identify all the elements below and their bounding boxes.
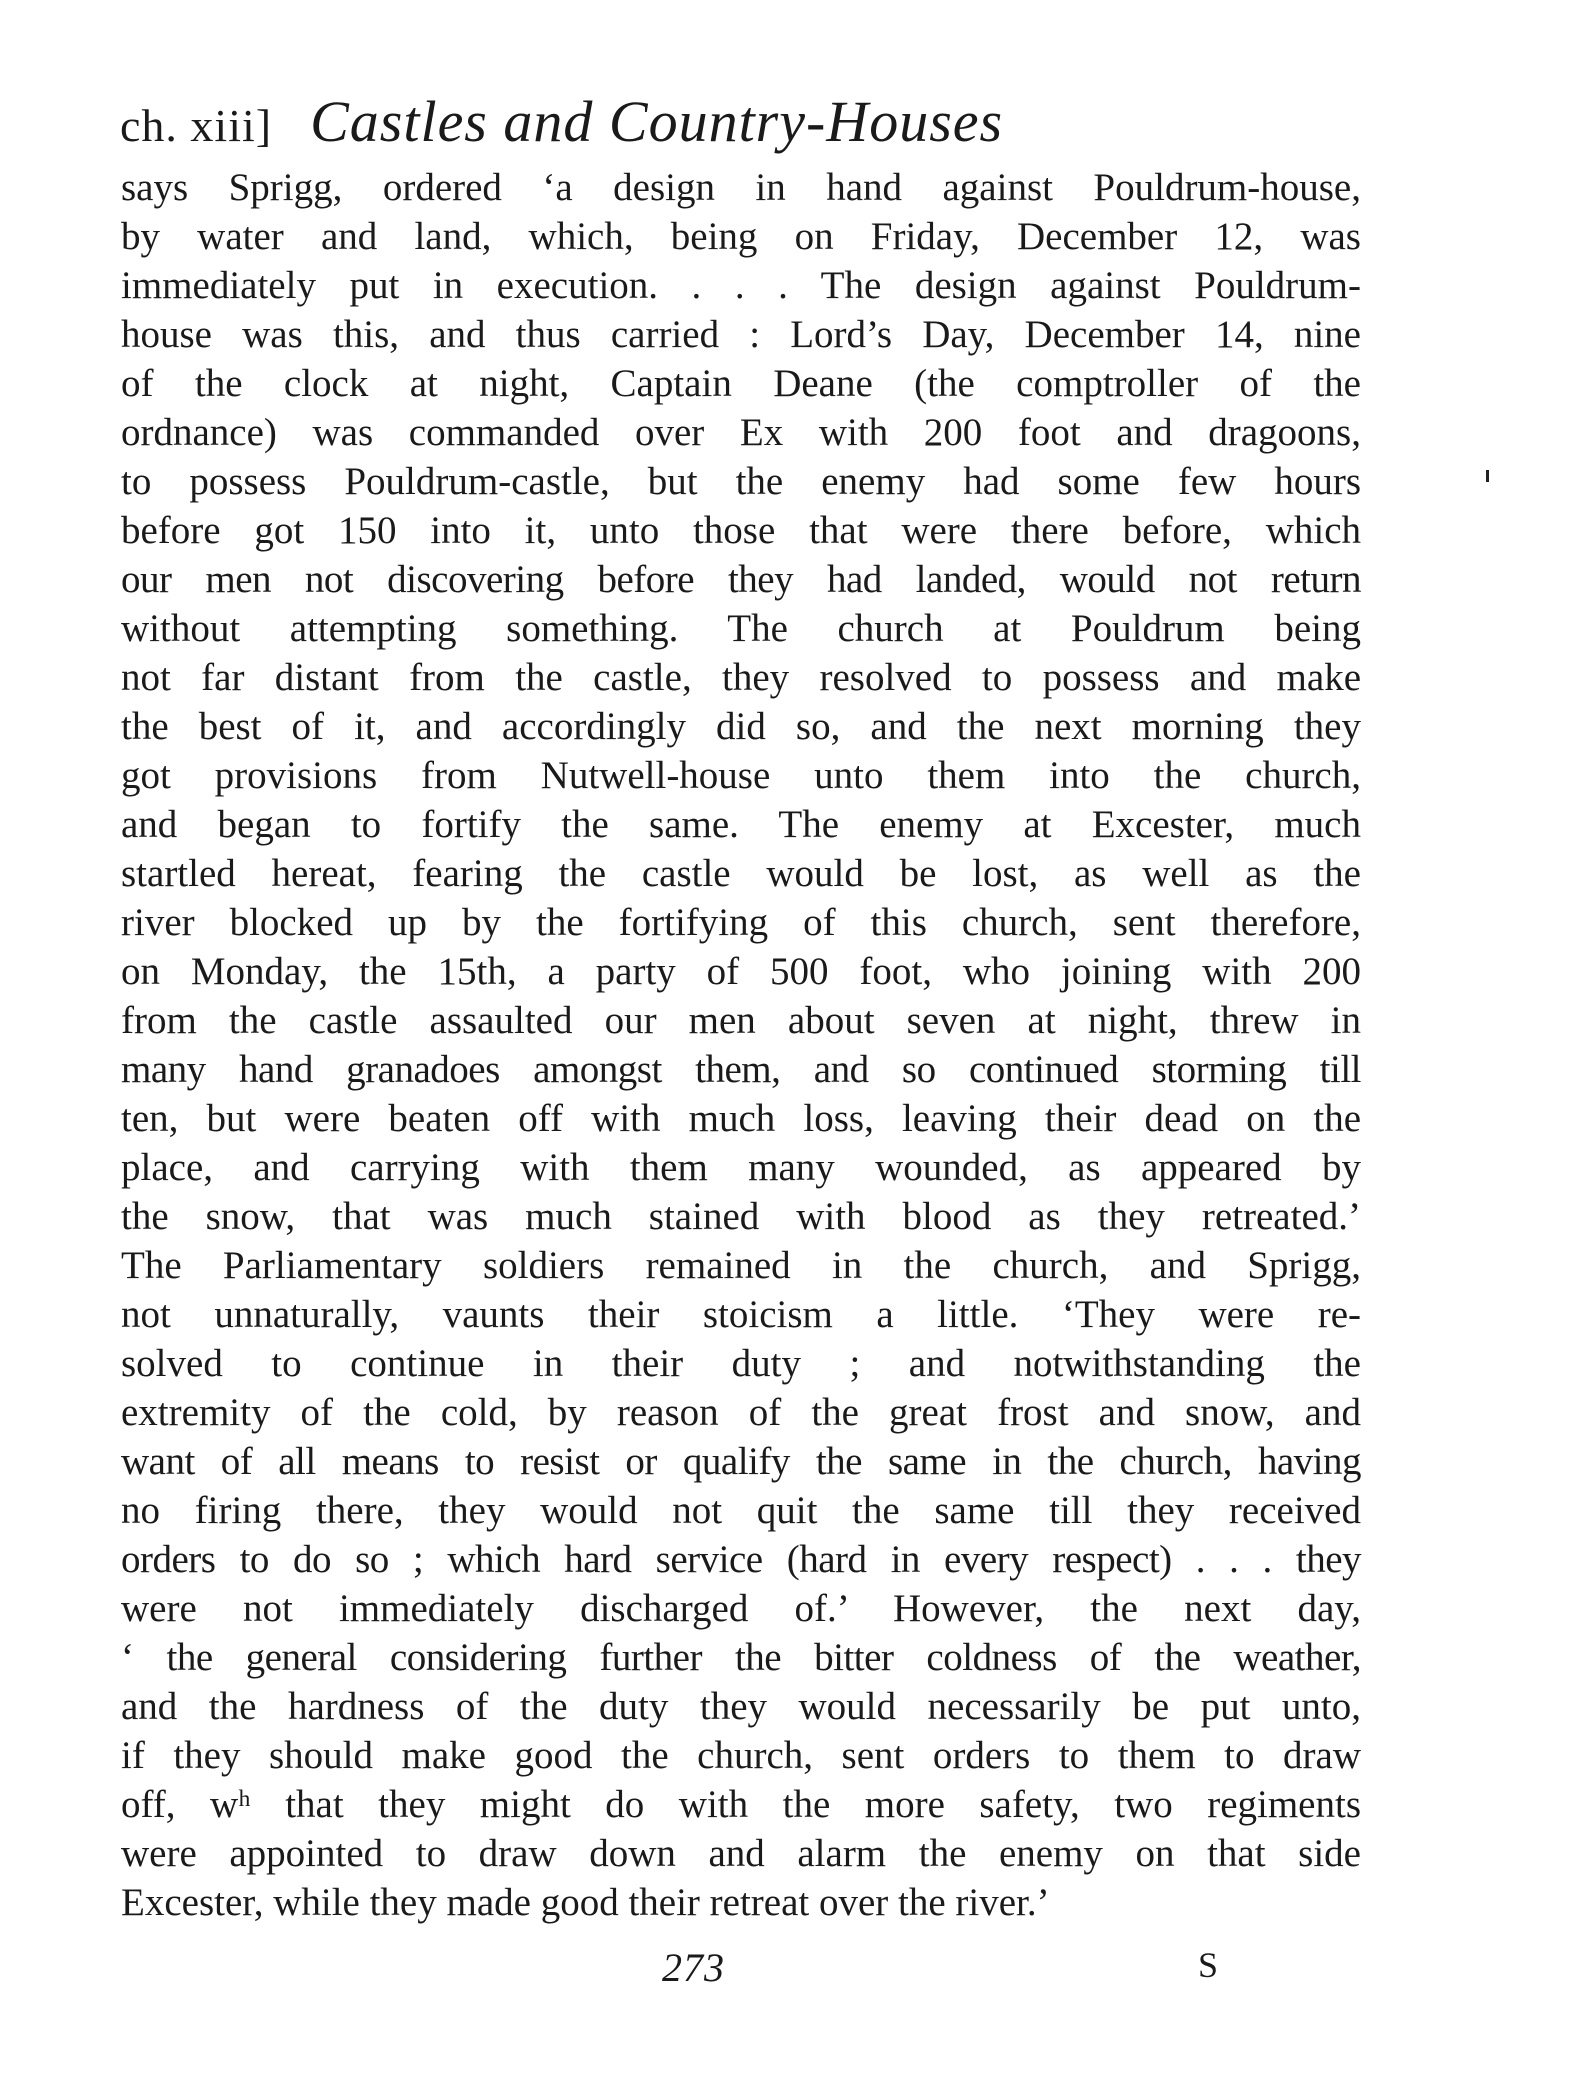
text-line: were not immediately discharged of.’ However, the next day, <box>121 1587 1361 1630</box>
text-line: place, and carrying with them many wounded, as appeared by <box>121 1146 1361 1189</box>
text-line: house was this, and thus carried : Lord’s Day, December 14, nine <box>121 313 1361 356</box>
text-line: and began to fortify the same. The enemy at Excester, much <box>121 803 1361 846</box>
text-line: solved to continue in their duty ; and notwithstanding the <box>121 1342 1361 1385</box>
page-number: 273 <box>662 1945 725 1990</box>
text-line: the snow, that was much stained with blood as they retreated.’ <box>121 1195 1361 1238</box>
text-line: ten, but were beaten off with much loss, leaving their dead on the <box>121 1097 1361 1140</box>
text-line: to possess Pouldrum-castle, but the enemy had some few hours <box>121 460 1361 503</box>
text-line: ‘ the general considering further the bitter coldness of the weather, <box>121 1636 1361 1679</box>
text-line: says Sprigg, ordered ‘a design in hand against Pouldrum-house, <box>121 166 1361 209</box>
text-line: without attempting something. The church at Pouldrum being <box>121 607 1361 650</box>
text-line: from the castle assaulted our men about seven at night, threw in <box>121 999 1361 1042</box>
text-line: want of all means to resist or qualify the same in the church, having <box>121 1440 1361 1483</box>
text-line: immediately put in execution. . . . The design against Pouldrum- <box>121 264 1361 307</box>
text-line: orders to do so ; which hard service (hard in every respect) . . . they <box>121 1538 1361 1581</box>
running-title: Castles and Country-Houses <box>310 89 1004 154</box>
text-line: got provisions from Nutwell-house unto them into the church, <box>121 754 1361 797</box>
running-head <box>120 88 1370 168</box>
text-line: Excester, while they made good their retreat over the river.’ <box>121 1881 1050 1924</box>
text-line: many hand granadoes amongst them, and so continued storming till <box>121 1048 1361 1091</box>
text-line: river blocked up by the fortifying of this church, sent therefore, <box>121 901 1361 944</box>
text-line: the best of it, and accordingly did so, and the next morning they <box>121 705 1361 748</box>
text-line: of the clock at night, Captain Deane (the comptroller of the <box>121 362 1361 405</box>
text-line: ordnance) was commanded over Ex with 200 foot and dragoons, <box>121 411 1361 454</box>
text-line: by water and land, which, being on Friday, December 12, was <box>121 215 1361 258</box>
text-line: before got 150 into it, unto those that were there before, which <box>121 509 1361 552</box>
signature-mark: S <box>1198 1945 1219 1985</box>
text-line: not unnaturally, vaunts their stoicism a little. ‘They were re- <box>121 1293 1361 1336</box>
text-line: extremity of the cold, by reason of the great frost and snow, and <box>121 1391 1361 1434</box>
text-line: if they should make good the church, sent orders to them to draw <box>121 1734 1361 1777</box>
text-line: The Parliamentary soldiers remained in the church, and Sprigg, <box>121 1244 1361 1287</box>
text-line: were appointed to draw down and alarm the enemy on that side <box>121 1832 1361 1875</box>
body-text <box>121 163 1361 1927</box>
chapter-reference: ch. xiii] <box>120 100 273 151</box>
text-line: on Monday, the 15th, a party of 500 foot, who joining with 200 <box>121 950 1361 993</box>
text-line: not far distant from the castle, they resolved to possess and make <box>121 656 1361 699</box>
text-line: startled hereat, fearing the castle would be lost, as well as the <box>121 852 1361 895</box>
stray-ink-mark <box>1486 470 1489 482</box>
text-line: no firing there, they would not quit the same till they received <box>121 1489 1361 1532</box>
text-line: and the hardness of the duty they would necessarily be put unto, <box>121 1685 1361 1728</box>
text-line: our men not discovering before they had landed, would not return <box>121 558 1361 601</box>
text-line: off, wʰ that they might do with the more safety, two regiments <box>121 1783 1361 1826</box>
